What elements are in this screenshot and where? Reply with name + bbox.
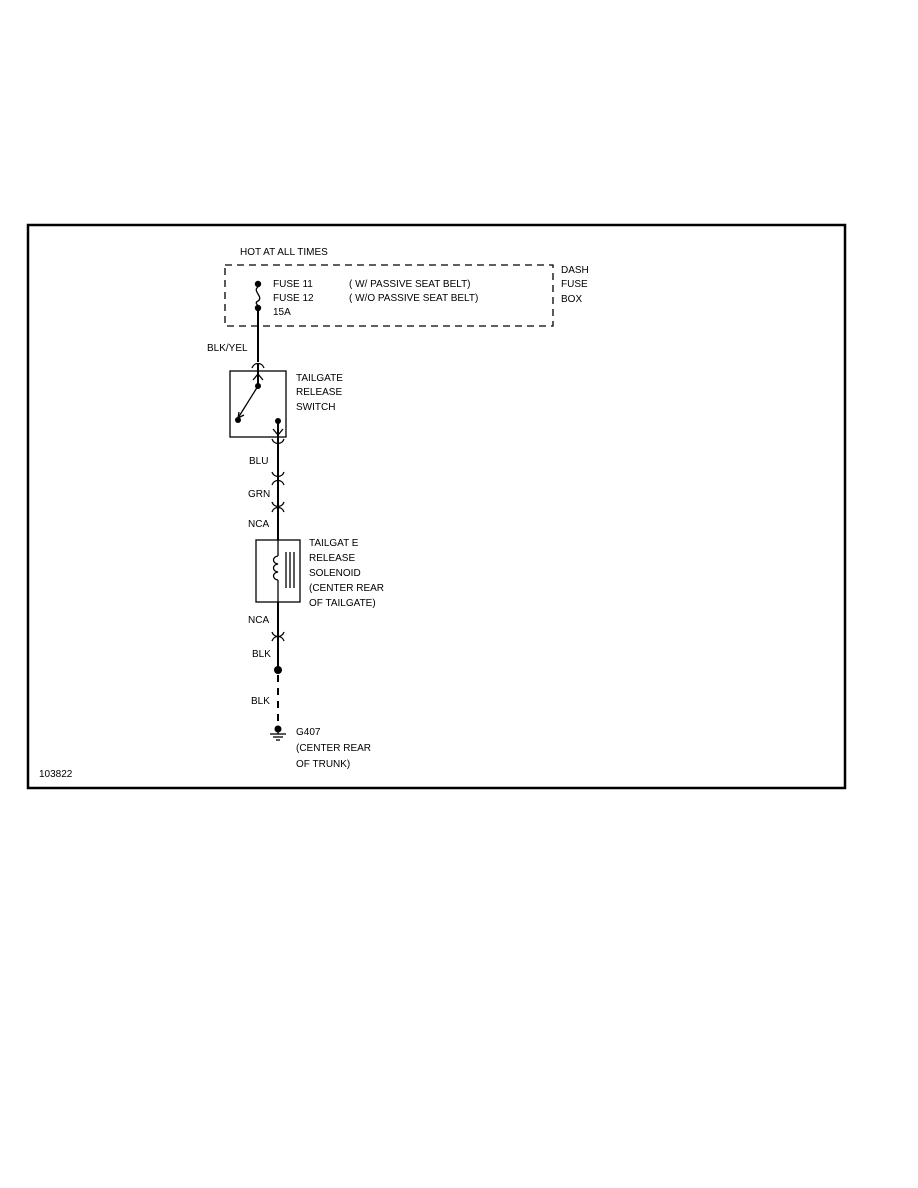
solenoid-label-line: TAILGAT E bbox=[309, 538, 359, 549]
ground-label bbox=[296, 727, 371, 770]
fuse-symbol bbox=[255, 281, 261, 311]
wire-label-nca-bottom: NCA bbox=[248, 615, 270, 626]
wire-label-grn: GRN bbox=[248, 489, 271, 500]
solenoid-label bbox=[309, 538, 384, 609]
solenoid-label-line: RELEASE bbox=[309, 553, 356, 564]
fuse-label-line: FUSE 12 bbox=[273, 293, 314, 304]
switch-label bbox=[296, 373, 343, 413]
fuse-note: ( W/O PASSIVE SEAT BELT) bbox=[349, 293, 479, 304]
splice-point bbox=[274, 666, 282, 674]
ground-label-line: OF TRUNK) bbox=[296, 759, 351, 770]
wire-label-blu: BLU bbox=[249, 456, 269, 467]
ground-label-line: (CENTER REAR bbox=[296, 743, 372, 754]
wire-label-blk-yel: BLK/YEL bbox=[207, 343, 248, 354]
figure-id: 103822 bbox=[39, 769, 73, 780]
fuse-labels bbox=[273, 279, 478, 318]
fuse-box-label bbox=[561, 265, 589, 305]
switch-symbol bbox=[235, 371, 283, 437]
solenoid-label-line: (CENTER REAR bbox=[309, 583, 385, 594]
solenoid-label-line: SOLENOID bbox=[309, 568, 361, 579]
fuse-label-line: FUSE 11 bbox=[273, 279, 313, 290]
ground-icon bbox=[270, 726, 286, 741]
wire-label-blk: BLK bbox=[252, 649, 271, 660]
power-label: HOT AT ALL TIMES bbox=[240, 247, 328, 258]
switch-label-line: SWITCH bbox=[296, 402, 336, 413]
wire-label-blk-dashed: BLK bbox=[251, 696, 270, 707]
solenoid-coil-symbol bbox=[274, 540, 295, 602]
switch-label-line: TAILGATE bbox=[296, 373, 343, 384]
fuse-note: ( W/ PASSIVE SEAT BELT) bbox=[349, 279, 471, 290]
ground-label-line: G407 bbox=[296, 727, 321, 738]
switch-label-line: RELEASE bbox=[296, 387, 343, 398]
fuse-box-label-line: BOX bbox=[561, 294, 583, 305]
fuse-box-label-line: DASH bbox=[561, 265, 589, 276]
fuse-box-label-line: FUSE bbox=[561, 279, 588, 290]
solenoid-label-line: OF TAILGATE) bbox=[309, 598, 376, 609]
fuse-label-line: 15A bbox=[273, 307, 291, 318]
wire-label-nca-top: NCA bbox=[248, 519, 270, 530]
diagram-frame bbox=[28, 225, 845, 788]
